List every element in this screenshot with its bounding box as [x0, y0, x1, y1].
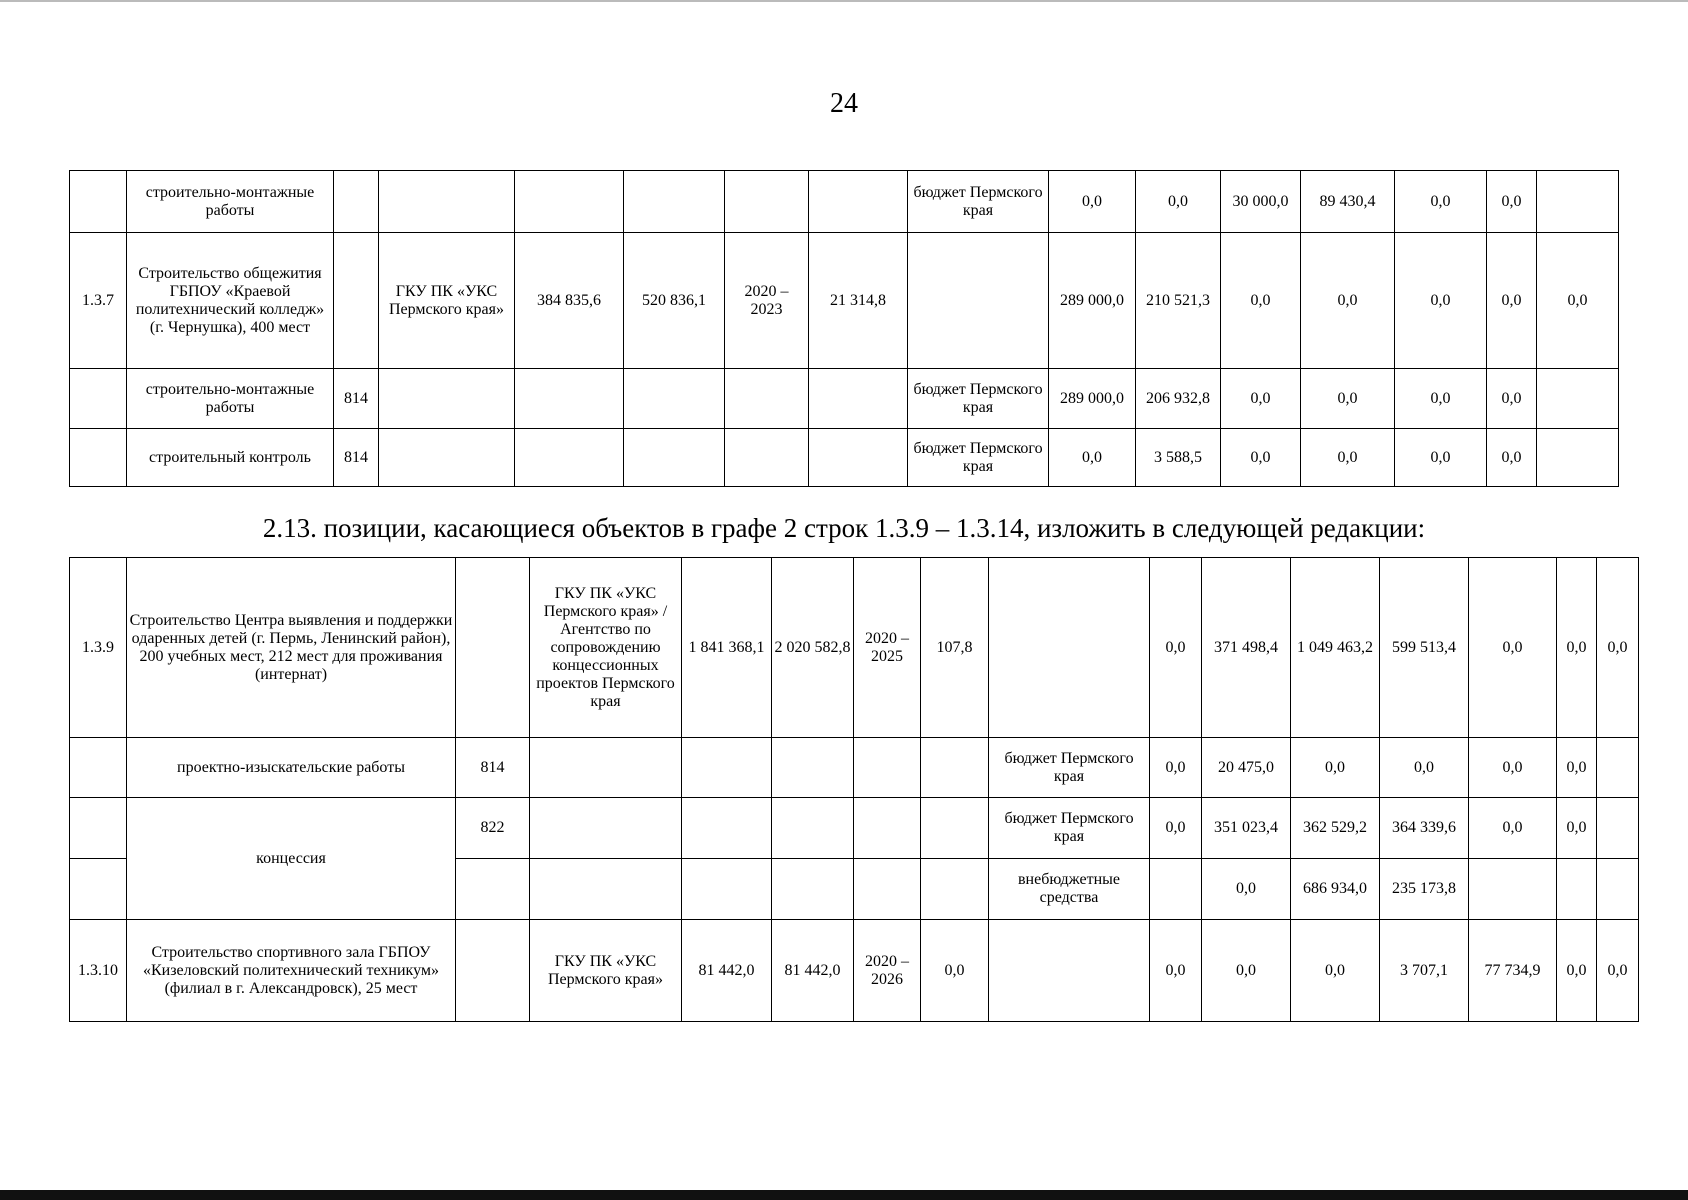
table-cell: 0,0	[1469, 558, 1557, 738]
table-cell: 0,0	[1487, 171, 1537, 233]
table-cell: строительный контроль	[127, 429, 334, 487]
table-cell: 3 707,1	[1380, 920, 1469, 1022]
table-cell	[854, 738, 921, 798]
table-cell	[809, 369, 908, 429]
table-cell: 0,0	[1380, 738, 1469, 798]
table-cell: 814	[456, 738, 530, 798]
table-cell: 0,0	[1049, 171, 1136, 233]
table-cell	[1597, 859, 1639, 920]
table-cell	[379, 171, 515, 233]
table-cell: 0,0	[1557, 798, 1597, 859]
page-number: 24	[830, 88, 858, 119]
table-cell	[530, 859, 682, 920]
table-upper	[69, 170, 1619, 487]
table-cell	[921, 859, 989, 920]
table-cell	[624, 369, 725, 429]
table-cell: внебюджетные средства	[989, 859, 1150, 920]
table-cell	[456, 859, 530, 920]
table-cell: 289 000,0	[1049, 233, 1136, 369]
table-row	[70, 233, 1619, 369]
table-cell: 814	[334, 429, 379, 487]
table-cell	[989, 920, 1150, 1022]
table-cell	[624, 429, 725, 487]
table-cell: 0,0	[1221, 369, 1301, 429]
table-cell: 599 513,4	[1380, 558, 1469, 738]
table-cell	[809, 429, 908, 487]
table-cell	[515, 171, 624, 233]
table-row	[70, 920, 1639, 1022]
table-cell: 206 932,8	[1136, 369, 1221, 429]
table-row	[70, 171, 1619, 233]
table-cell: 686 934,0	[1291, 859, 1380, 920]
table-cell: 0,0	[1469, 798, 1557, 859]
table-cell: строительно-монтажные работы	[127, 369, 334, 429]
table-cell	[908, 233, 1049, 369]
table-lower	[69, 557, 1639, 1022]
table-cell	[725, 429, 809, 487]
table-cell: 0,0	[1301, 429, 1395, 487]
table-cell	[854, 859, 921, 920]
table-cell: 2 020 582,8	[772, 558, 854, 738]
table-cell: 81 442,0	[682, 920, 772, 1022]
table-cell: бюджет Пермского края	[989, 738, 1150, 798]
table-cell: 0,0	[1395, 429, 1487, 487]
table-cell	[70, 171, 127, 233]
table-cell	[70, 369, 127, 429]
table-cell: 0,0	[1395, 369, 1487, 429]
table-cell: 2020 – 2023	[725, 233, 809, 369]
table-cell	[1469, 859, 1557, 920]
table-lower-body	[70, 558, 1639, 1022]
table-cell: 0,0	[1221, 233, 1301, 369]
table-cell: 30 000,0	[1221, 171, 1301, 233]
table-cell	[1597, 798, 1639, 859]
table-cell	[624, 171, 725, 233]
table-cell	[682, 798, 772, 859]
table-cell: ГКУ ПК «УКС Пермского края»	[530, 920, 682, 1022]
table-cell	[809, 171, 908, 233]
table-cell: ГКУ ПК «УКС Пермского края»	[379, 233, 515, 369]
table-cell: 210 521,3	[1136, 233, 1221, 369]
table-cell	[854, 798, 921, 859]
table-cell: 0,0	[1301, 369, 1395, 429]
table-cell	[1537, 369, 1619, 429]
table-cell: 0,0	[1487, 369, 1537, 429]
table-cell: 0,0	[1049, 429, 1136, 487]
scan-bottom-edge	[0, 1190, 1688, 1200]
table-cell	[1597, 738, 1639, 798]
table-cell: 362 529,2	[1291, 798, 1380, 859]
table-cell: 0,0	[1150, 558, 1202, 738]
table-cell: бюджет Пермского края	[908, 171, 1049, 233]
section-heading: 2.13. позиции, касающиеся объектов в графе 2 строк 1.3.9 – 1.3.14, изложить в следующей редакции:	[262, 513, 1426, 543]
table-cell	[725, 171, 809, 233]
table-cell: 0,0	[1557, 738, 1597, 798]
table-cell	[725, 369, 809, 429]
table-cell	[989, 558, 1150, 738]
table-cell: 0,0	[1469, 738, 1557, 798]
table-cell: 351 023,4	[1202, 798, 1291, 859]
table-cell: проектно-изыскательские работы	[127, 738, 456, 798]
table-cell: 520 836,1	[624, 233, 725, 369]
table-cell	[1557, 859, 1597, 920]
table-cell	[334, 171, 379, 233]
table-cell: бюджет Пермского края	[908, 429, 1049, 487]
table-cell: 235 173,8	[1380, 859, 1469, 920]
table-cell: 822	[456, 798, 530, 859]
table-cell	[379, 429, 515, 487]
table-cell: 1 841 368,1	[682, 558, 772, 738]
table-cell	[456, 558, 530, 738]
table-cell	[379, 369, 515, 429]
table-cell	[921, 798, 989, 859]
table-cell: 814	[334, 369, 379, 429]
table-cell: ГКУ ПК «УКС Пермского края» / Агентство по сопровождению концессионных проектов Пермского края	[530, 558, 682, 738]
table-cell: бюджет Пермского края	[989, 798, 1150, 859]
table-cell: 0,0	[1291, 920, 1380, 1022]
table-row	[70, 369, 1619, 429]
table-cell	[530, 798, 682, 859]
table-cell: 384 835,6	[515, 233, 624, 369]
table-cell	[515, 429, 624, 487]
table-cell: 0,0	[1136, 171, 1221, 233]
table-cell: 107,8	[921, 558, 989, 738]
table-cell: Строительство общежития ГБПОУ «Краевой политехнический колледж» (г. Чернушка), 400 мест	[127, 233, 334, 369]
table-cell: 0,0	[1395, 171, 1487, 233]
table-cell: 77 734,9	[1469, 920, 1557, 1022]
table-cell	[70, 859, 127, 920]
table-cell: 0,0	[921, 920, 989, 1022]
table-cell: 21 314,8	[809, 233, 908, 369]
table-row	[70, 429, 1619, 487]
table-cell: 1.3.7	[70, 233, 127, 369]
table-cell: 0,0	[1537, 233, 1619, 369]
table-cell: 0,0	[1487, 429, 1537, 487]
table-cell: 0,0	[1202, 859, 1291, 920]
table-row	[70, 738, 1639, 798]
table-cell: 371 498,4	[1202, 558, 1291, 738]
table-cell: 0,0	[1395, 233, 1487, 369]
table-cell	[70, 429, 127, 487]
table-cell	[1537, 171, 1619, 233]
table-cell	[456, 920, 530, 1022]
table-cell	[1537, 429, 1619, 487]
table-row	[70, 558, 1639, 738]
table-cell: 2020 – 2026	[854, 920, 921, 1022]
table-cell: 0,0	[1557, 558, 1597, 738]
table-cell: 1.3.10	[70, 920, 127, 1022]
table-cell	[682, 738, 772, 798]
table-cell	[682, 859, 772, 920]
table-cell	[530, 738, 682, 798]
table-cell: 364 339,6	[1380, 798, 1469, 859]
table-cell: 89 430,4	[1301, 171, 1395, 233]
table-row	[70, 798, 1639, 859]
table-cell: 0,0	[1301, 233, 1395, 369]
table-cell: Строительство Центра выявления и поддержки одаренных детей (г. Пермь, Ленинский район), 200 учебных мест, 212 мест для проживания (интернат)	[127, 558, 456, 738]
table-cell	[70, 798, 127, 859]
table-cell	[772, 859, 854, 920]
table-cell	[772, 738, 854, 798]
concession-label: концессия	[127, 798, 456, 920]
table-cell: 289 000,0	[1049, 369, 1136, 429]
table-cell	[334, 233, 379, 369]
table-cell: 2020 – 2025	[854, 558, 921, 738]
scan-top-edge	[0, 0, 1688, 2]
table-cell: 0,0	[1487, 233, 1537, 369]
table-cell: Строительство спортивного зала ГБПОУ «Кизеловский политехнический техникум» (филиал в г. Александровск), 25 мест	[127, 920, 456, 1022]
table-cell: 0,0	[1221, 429, 1301, 487]
table-cell: 0,0	[1150, 920, 1202, 1022]
table-cell: бюджет Пермского края	[908, 369, 1049, 429]
table-cell: 0,0	[1557, 920, 1597, 1022]
table-cell: 1.3.9	[70, 558, 127, 738]
table-cell: 0,0	[1597, 920, 1639, 1022]
table-cell: 0,0	[1150, 798, 1202, 859]
table-cell: 0,0	[1202, 920, 1291, 1022]
table-upper-body	[70, 171, 1619, 487]
table-cell: 0,0	[1597, 558, 1639, 738]
table-cell	[515, 369, 624, 429]
table-cell: строительно-монтажные работы	[127, 171, 334, 233]
table-cell	[1150, 859, 1202, 920]
table-cell: 0,0	[1291, 738, 1380, 798]
table-cell: 81 442,0	[772, 920, 854, 1022]
table-cell	[772, 798, 854, 859]
table-cell: 20 475,0	[1202, 738, 1291, 798]
table-cell: 1 049 463,2	[1291, 558, 1380, 738]
table-cell: 3 588,5	[1136, 429, 1221, 487]
table-cell: 0,0	[1150, 738, 1202, 798]
table-cell	[921, 738, 989, 798]
table-cell	[70, 738, 127, 798]
